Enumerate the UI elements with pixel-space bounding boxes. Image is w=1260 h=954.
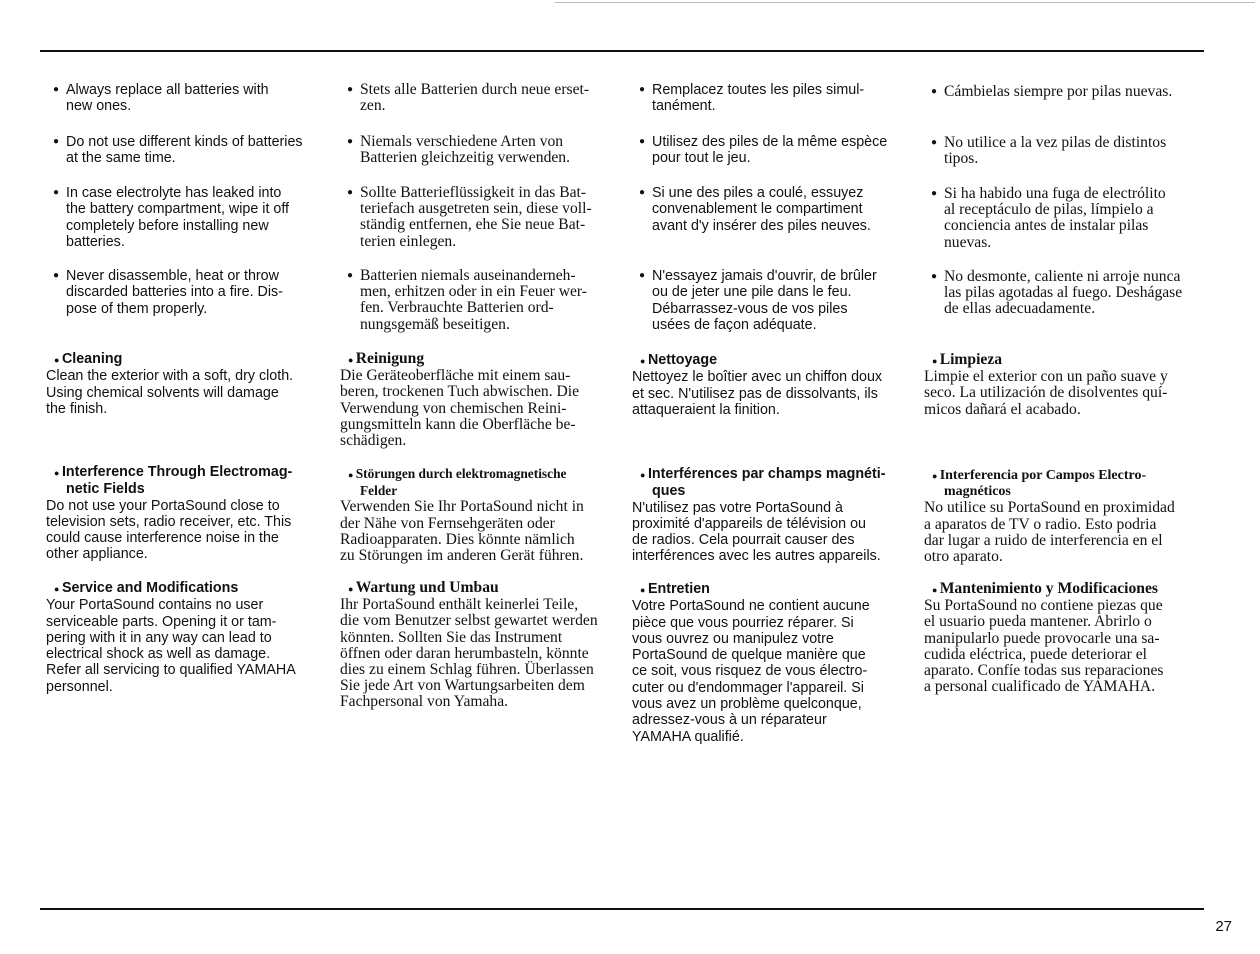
section-body: Die Geräteoberfläche mit einem sau- beren, trockenen Tuch abwischen. Die Verwendung von chemischen Reini- gungsmitteln kann die Oberfläche be- schädigen.	[340, 367, 580, 450]
section-body: Nettoyez le boîtier avec un chiffon doux et sec. N'utilisez pas de dissolvants, ils attaqueraient la finition.	[632, 369, 883, 418]
section-stoerungen	[340, 466, 622, 564]
bullet-item: ● Batterien niemals auseinanderneh- men, erhitzen oder in ein Feuer wer- fen. Verbrauchte Batterien ord- nungsgemäß beseitigen.	[340, 268, 587, 333]
bullet-item: ● Sollte Batterieflüssigkeit in das Bat- teriefach ausgetreten sein, diese voll- ständig entfernen, ehe Sie neue Bat- terien einlegen.	[340, 185, 592, 250]
section-body: Your PortaSound contains no user serviceable parts. Opening it or tam- pering with it in any way can lead to electrical shock as well as damage. Refer all servicing to qualified YAMAHA personnel.	[46, 597, 296, 695]
section-heading: ● Mantenimiento y Modificaciones	[924, 581, 1206, 598]
section-cleaning	[46, 351, 328, 417]
section-body: Ihr PortaSound enthält keinerlei Teile, die vom Benutzer selbst gewartet werden könnten. Sollten Sie das Instrument öffnen oder daran herumbasteln, könnte dies zu einem Schlag führen. Überlassen Sie jede Art von Wartungsarbeiten dem Fachpersonal von Yamaha.	[340, 596, 598, 711]
page-number: 27	[1215, 918, 1232, 935]
section-mantenimiento	[924, 581, 1206, 695]
top-rule	[40, 50, 1204, 52]
section-heading: ● Interference Through Electromag- netic Fields	[46, 464, 328, 498]
section-heading: ● Service and Modifications	[46, 580, 328, 597]
section-body: N'utilisez pas votre PortaSound à proximité d'appareils de télévision ou de radios. Cela pourrait causer des interférences avec les autres appareils.	[632, 499, 881, 565]
section-body: Votre PortaSound ne contient aucune pièce que vous pourriez réparer. Si vous ouvrez ou manipulez votre PortaSound de quelque manière que ce soit, vous risquez de vous électro- cuter ou d'endommager l'appareil. Si vous avez un problème quelconque, adressez-vous à un réparateur YAMAHA qualifié.	[632, 598, 870, 745]
section-heading: ● Störungen durch elektromagnetische Felder	[340, 466, 622, 499]
scan-edge-line	[555, 2, 1255, 3]
section-service	[46, 580, 328, 695]
section-body: Su PortaSound no contiene piezas que el usuario pueda mantener. Abrirlo o manipularlo puede provocarle una sa- cudida eléctrica, puede deteriorar el aparato. Confíe todas sus reparaciones a personal cualificado de YAMAHA.	[924, 597, 1164, 696]
section-body: Clean the exterior with a soft, dry cloth. Using chemical solvents will damage the finish.	[46, 368, 294, 417]
section-heading: ● Cleaning	[46, 351, 328, 368]
section-body: Verwenden Sie Ihr PortaSound nicht in der Nähe von Fernsehgeräten oder Radioapparaten. Dies könnte nämlich zu Störungen im anderen Gerät führen.	[340, 498, 584, 565]
bullet-item: ● Si ha habido una fuga de electrólito al receptáculo de pilas, límpielo a conciencia antes de instalar pilas nuevas.	[924, 186, 1166, 251]
bullet-item: ● Do not use different kinds of batteries at the same time.	[46, 134, 303, 167]
section-heading: ● Interférences par champs magnéti- ques	[632, 466, 914, 500]
section-heading: ● Wartung und Umbau	[340, 580, 622, 597]
section-body: No utilice su PortaSound en proximidad a aparatos de TV o radio. Esto podria dar lugar a ruido de interferencia en el otro aparato.	[924, 499, 1175, 566]
section-heading: ● Nettoyage	[632, 352, 914, 369]
bullet-item: ● Si une des piles a coulé, essuyez convenablement le compartiment avant d'y insérer des piles neuves.	[632, 185, 871, 234]
section-wartung	[340, 580, 622, 711]
bullet-item: ● In case electrolyte has leaked into the battery compartment, wipe it off completely before installing new batteries.	[46, 185, 289, 250]
section-reinigung	[340, 351, 622, 449]
section-heading: ● Limpieza	[924, 352, 1206, 369]
bullet-item: ● Stets alle Batterien durch neue erset- zen.	[340, 82, 589, 114]
bullet-item: ● No desmonte, caliente ni arroje nunca las pilas agotadas al fuego. Deshágase de ellas adecuadamente.	[924, 269, 1182, 318]
section-interferencia	[924, 468, 1206, 565]
section-heading: ● Interferencia por Campos Electro- magnéticos	[924, 468, 1206, 500]
section-heading: ● Reinigung	[340, 351, 622, 368]
bottom-rule	[40, 908, 1204, 910]
bullet-item: ● No utilice a la vez pilas de distintos tipos.	[924, 135, 1166, 167]
section-nettoyage	[632, 352, 914, 418]
bullet-item: ● N'essayez jamais d'ouvrir, de brûler ou de jeter une pile dans le feu. Débarrassez-vous de vos piles usées de façon adéquate.	[632, 268, 877, 333]
bullet-item: ● Always replace all batteries with new ones.	[46, 82, 269, 115]
bullet-item: ● Niemals verschiedene Arten von Batterien gleichzeitig verwenden.	[340, 134, 570, 166]
section-limpieza	[924, 352, 1206, 418]
section-heading: ● Entretien	[632, 581, 914, 598]
section-interference	[46, 464, 328, 563]
section-interferences	[632, 466, 914, 565]
bullet-item: ● Cámbielas siempre por pilas nuevas.	[924, 84, 1172, 100]
bullet-item: ● Never disassemble, heat or throw discarded batteries into a fire. Dis- pose of them properly.	[46, 268, 283, 317]
section-entretien	[632, 581, 914, 745]
section-body: Limpie el exterior con un paño suave y seco. La utilización de disolventes quí- micos dañará el acabado.	[924, 368, 1168, 418]
section-body: Do not use your PortaSound close to television sets, radio receiver, etc. This could cause interference noise in the other appliance.	[46, 497, 292, 563]
bullet-item: ● Utilisez des piles de la même espèce pour tout le jeu.	[632, 134, 887, 167]
bullet-item: ● Remplacez toutes les piles simul- tanément.	[632, 82, 864, 115]
